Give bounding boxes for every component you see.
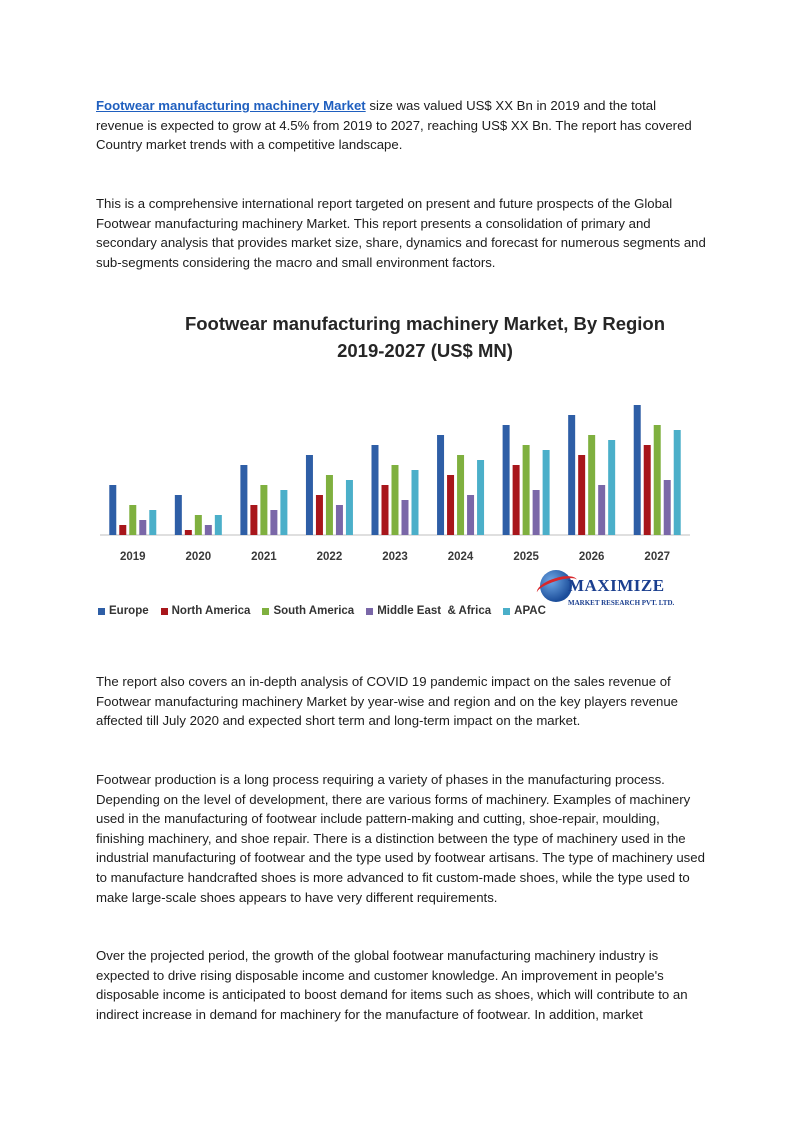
bar-apac-2024	[477, 460, 484, 535]
x-tick-label: 2020	[185, 551, 212, 563]
bar-apac-2025	[543, 450, 550, 535]
bar-europe-2022	[306, 455, 313, 535]
legend-label: Middle East & Africa	[377, 605, 492, 617]
logo-name: MAXIMIZE	[568, 576, 665, 595]
intro-paragraph	[96, 96, 706, 155]
chart-title	[160, 310, 690, 364]
legend-item	[366, 605, 491, 617]
x-tick-label: 2022	[316, 551, 343, 563]
bar-south-america-2027	[654, 425, 661, 535]
bar-north-america-2024	[447, 475, 454, 535]
bar-south-america-2021	[260, 485, 267, 535]
x-tick-label: 2025	[513, 551, 539, 563]
bar-north-america-2026	[578, 455, 585, 535]
bar-north-america-2023	[382, 485, 389, 535]
bar-europe-2026	[568, 415, 575, 535]
bar-middle-east-africa-2020	[205, 525, 212, 535]
bar-apac-2023	[412, 470, 419, 535]
x-tick-label: 2021	[251, 551, 277, 563]
legend-item	[262, 605, 354, 617]
bar-north-america-2022	[316, 495, 323, 535]
bar-europe-2020	[175, 495, 182, 535]
bar-middle-east-africa-2019	[139, 520, 146, 535]
bar-europe-2021	[240, 465, 247, 535]
x-tick-label: 2023	[382, 551, 408, 563]
bar-south-america-2026	[588, 435, 595, 535]
market-link[interactable]: Footwear manufacturing machinery Market	[96, 98, 366, 113]
bar-chart	[90, 380, 700, 580]
overview-paragraph: This is a comprehensive international report targeted on present and future prospects of the Global Footwear manufacturing machinery Market. This report presents a consolidation of primary and secondary analysis that provides market size, share, dynamics and forecast for numerous segments and sub-segments considering the macro and small environment factors.	[96, 196, 706, 270]
bar-north-america-2019	[119, 525, 126, 535]
bar-middle-east-africa-2022	[336, 505, 343, 535]
x-tick-label: 2019	[119, 551, 146, 563]
bar-south-america-2024	[457, 455, 464, 535]
bar-europe-2019	[109, 485, 116, 535]
x-tick-label: 2027	[644, 551, 671, 563]
bar-apac-2021	[280, 490, 287, 535]
bar-middle-east-africa-2025	[533, 490, 540, 535]
bar-middle-east-africa-2021	[270, 510, 277, 535]
legend-label: APAC	[514, 605, 546, 617]
covid-paragraph: The report also covers an in-depth analysis of COVID 19 pandemic impact on the sales revenue of Footwear manufacturing machinery Market by year-wise and region and on the key players revenue affected till July 2020 and expected short term and long-term impact on the market.	[96, 674, 679, 729]
intro-text: size was valued US$ XX Bn in 2019 and the total revenue is expected to grow at 4.5% from 2019 to 2027, reaching US$ XX Bn. The report has covered Country market trends with a competitive landscape.	[96, 98, 692, 153]
bar-europe-2025	[503, 425, 510, 535]
x-tick-label: 2026	[578, 551, 605, 563]
logo-subtitle: MARKET RESEARCH PVT. LTD.	[568, 599, 675, 607]
legend-swatch	[503, 608, 510, 615]
bar-north-america-2020	[185, 530, 192, 535]
bar-europe-2027	[634, 405, 641, 535]
bar-south-america-2022	[326, 475, 333, 535]
legend-item	[161, 605, 251, 617]
legend-label: North America	[171, 605, 251, 617]
bar-apac-2020	[215, 515, 222, 535]
chart-title-line1: Footwear manufacturing machinery Market, By Region	[184, 313, 666, 334]
legend-label: Europe	[109, 605, 149, 617]
bar-apac-2022	[346, 480, 353, 535]
growth-paragraph: Over the projected period, the growth of the global footwear manufacturing machinery industry is expected to drive rising disposable income and customer knowledge. An improvement in people's disposable income is anticipated to boost demand for items such as shoes, which will contribute to an indirect increase in demand for machinery for the manufacture of footwear. In addition, market	[96, 948, 688, 1022]
bar-apac-2026	[608, 440, 615, 535]
bar-europe-2024	[437, 435, 444, 535]
legend-item	[98, 605, 149, 617]
legend-swatch	[161, 608, 168, 615]
bar-south-america-2020	[195, 515, 202, 535]
bar-south-america-2023	[392, 465, 399, 535]
x-tick-label: 2024	[447, 551, 474, 563]
legend-swatch	[366, 608, 373, 615]
maximize-logo	[540, 566, 680, 614]
bar-middle-east-africa-2026	[598, 485, 605, 535]
bar-north-america-2025	[513, 465, 520, 535]
bar-south-america-2025	[523, 445, 530, 535]
chart-legend	[98, 605, 546, 617]
bar-middle-east-africa-2023	[402, 500, 409, 535]
bar-apac-2027	[674, 430, 681, 535]
production-paragraph: Footwear production is a long process requiring a variety of phases in the manufacturing process. Depending on the level of development, there are various forms of machinery. Examples of machinery used in the manufacturing of footwear include pattern-making and cutting, shoe-repair, moulding, finishing machinery, and shoe repair. There is a distinction between the type of machinery used in the industrial manufacturing of footwear and the type used by footwear artisans. The type of machinery used to manufacture handcrafted shoes is more advanced to fit custom-made shoes, while the type used to make large-scale shoes appears to have very different requirements.	[96, 772, 705, 905]
bar-north-america-2021	[250, 505, 257, 535]
bar-europe-2023	[372, 445, 379, 535]
legend-label: South America	[273, 605, 355, 617]
bar-south-america-2019	[129, 505, 136, 535]
legend-swatch	[98, 608, 105, 615]
bar-middle-east-africa-2024	[467, 495, 474, 535]
chart-title-line2: 2019-2027 (US$ MN)	[337, 340, 513, 361]
bar-apac-2019	[149, 510, 156, 535]
bar-middle-east-africa-2027	[664, 480, 671, 535]
bar-north-america-2027	[644, 445, 651, 535]
legend-swatch	[262, 608, 269, 615]
